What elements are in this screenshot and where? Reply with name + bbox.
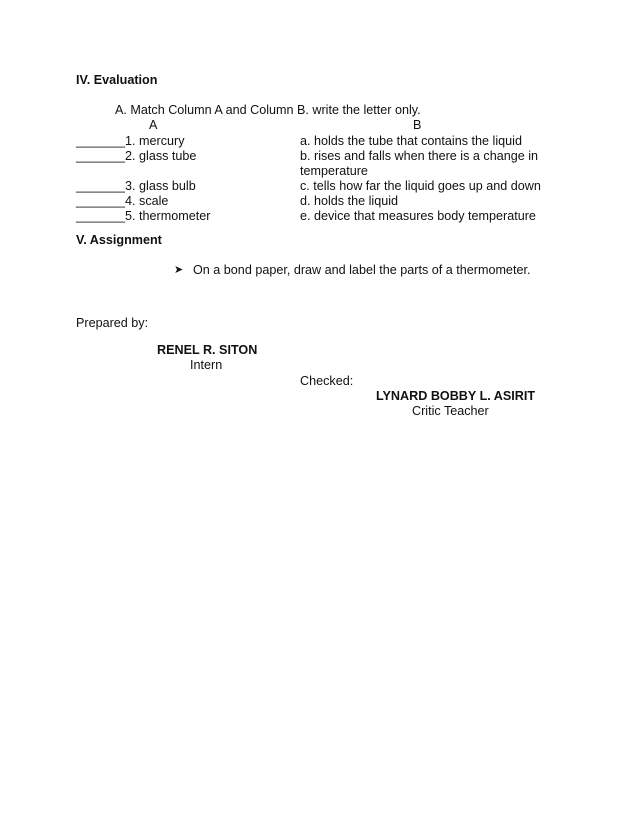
assignment-heading: V. Assignment xyxy=(76,233,162,247)
column-b-header: B xyxy=(413,118,422,132)
preparer-name: RENEL R. SITON xyxy=(157,343,258,357)
column-b-item: c. tells how far the liquid goes up and down xyxy=(300,179,541,193)
checker-role: Critic Teacher xyxy=(412,404,489,418)
checker-name: LYNARD BOBBY L. ASIRIT xyxy=(376,389,536,403)
column-a-item: _______4. scale xyxy=(76,194,169,208)
evaluation-instruction: A. Match Column A and Column B. write the letter only. xyxy=(115,103,421,117)
column-b-item: b. rises and falls when there is a change in xyxy=(300,149,539,163)
column-a-item: _______1. mercury xyxy=(76,134,185,148)
column-a-item: _______2. glass tube xyxy=(76,149,197,163)
column-b-item: a. holds the tube that contains the liquid xyxy=(300,134,522,148)
assignment-task: On a bond paper, draw and label the parts of a thermometer. xyxy=(193,263,531,277)
preparer-role: Intern xyxy=(190,358,223,372)
column-a-item: _______3. glass bulb xyxy=(76,179,196,193)
column-a-item: _______5. thermometer xyxy=(76,209,211,223)
column-b-item: d. holds the liquid xyxy=(300,194,399,208)
column-b-item: temperature xyxy=(300,164,368,178)
prepared-by-label: Prepared by: xyxy=(76,316,149,330)
column-a-header: A xyxy=(149,118,158,132)
checked-label: Checked: xyxy=(300,374,354,388)
evaluation-heading: IV. Evaluation xyxy=(76,73,158,87)
arrow-bullet-icon: ➤ xyxy=(174,264,184,276)
column-b-item: e. device that measures body temperature xyxy=(300,209,536,223)
